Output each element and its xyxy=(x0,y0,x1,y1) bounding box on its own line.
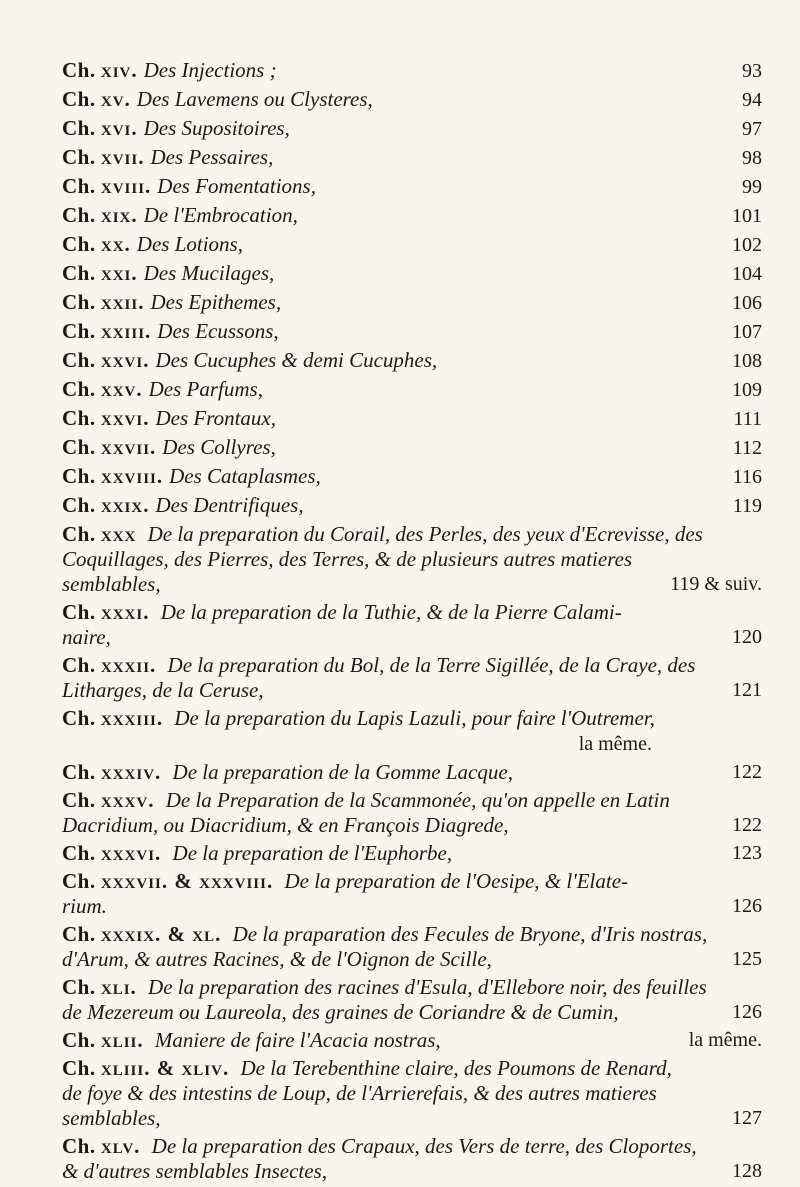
chapter-label: Ch. xxvi. xyxy=(62,406,150,430)
toc-entry xyxy=(62,319,762,345)
chapter-label: Ch. xxxv. xyxy=(62,788,155,812)
chapter-title-last-line: d'Arum, & autres Racines, & de l'Oignon de Scille, xyxy=(62,947,492,971)
toc-entry xyxy=(62,290,762,316)
chapter-title-line: De la preparation de l'Oesipe, & l'Elate- xyxy=(284,869,629,893)
chapter-title-line: De la preparation du Corail, des Perles, des yeux d'Ecrevisse, des xyxy=(147,522,703,546)
chapter-title: De l'Embrocation, xyxy=(143,203,298,227)
chapter-label: Ch. xviii. xyxy=(62,174,152,198)
chapter-title-line: De la preparation du Lapis Lazuli, pour faire l'Outremer, xyxy=(174,706,655,730)
chapter-label: Ch. xxvii. xyxy=(62,435,157,459)
chapter-title-last-line: Litharges, de la Ceruse, xyxy=(62,678,264,702)
page-number: 126 xyxy=(732,1001,762,1023)
toc-entry xyxy=(62,435,762,461)
toc-entry-multiline xyxy=(62,1134,762,1184)
chapter-title: Des Fomentations, xyxy=(157,174,316,198)
chapter-title-line: De la Terebenthine claire, des Poumons de Renard, xyxy=(240,1056,672,1080)
chapter-title-last-line: semblables, xyxy=(62,572,161,596)
toc-entry-multiline xyxy=(62,841,762,866)
page-number: 104 xyxy=(732,263,762,285)
chapter-title-last-line: De la preparation de l'Euphorbe, xyxy=(172,841,453,865)
page-number: 119 xyxy=(732,495,762,517)
chapter-label: Ch. xiv. xyxy=(62,58,138,82)
chapter-title-line: De la preparation des racines d'Esula, d'Ellebore noir, des feuilles xyxy=(148,975,707,999)
page-number: 127 xyxy=(732,1107,762,1129)
page-number: 109 xyxy=(732,379,762,401)
chapter-label: Ch. xxxiv. xyxy=(62,760,162,784)
toc-entry-multiline xyxy=(62,975,762,1025)
chapter-title-line: De la preparation de la Tuthie, & de la Pierre Calami- xyxy=(160,600,622,624)
toc-entry-multiline xyxy=(62,1028,762,1053)
page-number: 123 xyxy=(732,842,762,864)
chapter-title: Des Collyres, xyxy=(162,435,276,459)
toc-entry xyxy=(62,493,762,519)
chapter-label: Ch. xxxvi. xyxy=(62,841,162,865)
toc-entry xyxy=(62,145,762,171)
toc-entry xyxy=(62,348,762,374)
chapter-title-line: De la Preparation de la Scammonée, qu'on appelle en Latin xyxy=(165,788,670,812)
chapter-title-last-line: semblables, xyxy=(62,1106,161,1130)
page-number: 111 xyxy=(733,408,762,430)
chapter-title-last-line: De la preparation de la Gomme Lacque, xyxy=(172,760,513,784)
chapter-title-line: Coquillages, des Pierres, des Terres, & de plusieurs autres matieres xyxy=(62,547,633,571)
toc-entry xyxy=(62,377,762,403)
chapter-label: Ch. xxv. xyxy=(62,377,143,401)
chapter-title: Des Lotions, xyxy=(136,232,243,256)
chapter-title-line: De la preparation du Bol, de la Terre Sigillée, de la Craye, des xyxy=(167,653,696,677)
chapter-title: Des Lavemens ou Clysteres, xyxy=(136,87,373,111)
chapter-title: Des Supositoires, xyxy=(143,116,290,140)
chapter-title: Des Cataplasmes, xyxy=(169,464,321,488)
toc-entry-multiline xyxy=(62,788,762,838)
toc-entry-multiline xyxy=(62,600,762,650)
page-number: 126 xyxy=(732,895,762,917)
chapter-label: Ch. xxxix. & xl. xyxy=(62,922,222,946)
chapter-title-line: de foye & des intestins de Loup, de l'Arrierefais, & des autres matieres xyxy=(62,1081,657,1105)
chapter-title-line: De la praparation des Fecules de Bryone, d'Iris nostras, xyxy=(232,922,708,946)
page-number: 94 xyxy=(742,89,762,111)
page-number: 119 & suiv. xyxy=(670,573,762,595)
chapter-label: Ch. xxxvii. & xxxviii. xyxy=(62,869,274,893)
page-number: 122 xyxy=(732,814,762,836)
chapter-title-last-line: Dacridium, ou Diacridium, & en François Diagrede, xyxy=(62,813,509,837)
chapter-title-line: De la preparation des Crapaux, des Vers de terre, des Cloportes, xyxy=(151,1134,697,1158)
page-number: la même. xyxy=(578,733,652,755)
toc-entry xyxy=(62,261,762,287)
toc-entry xyxy=(62,464,762,490)
chapter-title: Des Pessaires, xyxy=(150,145,274,169)
toc-entry xyxy=(62,87,762,113)
chapter-label: Ch. xliii. & xliv. xyxy=(62,1056,230,1080)
toc-entry xyxy=(62,232,762,258)
toc-entry-multiline xyxy=(62,760,762,785)
chapter-label: Ch. xxi. xyxy=(62,261,138,285)
toc-entry xyxy=(62,174,762,200)
chapter-label: Ch. xlv. xyxy=(62,1134,141,1158)
page-number: 107 xyxy=(732,321,762,343)
page-number: 128 xyxy=(732,1160,762,1182)
page-number: 125 xyxy=(732,948,762,970)
chapter-label: Ch. xxiii. xyxy=(62,319,152,343)
chapter-label: Ch. xxxi. xyxy=(62,600,150,624)
toc-entry-multiline xyxy=(62,522,762,597)
toc-entry-multiline xyxy=(62,706,762,757)
page-number: 122 xyxy=(732,761,762,783)
chapter-label: Ch. xv. xyxy=(62,87,131,111)
chapter-title: Des Frontaux, xyxy=(155,406,276,430)
chapter-title: Des Mucilages, xyxy=(143,261,275,285)
chapter-title: Des Injections ; xyxy=(143,58,277,82)
chapter-title: Des Cucuphes & demi Cucuphes, xyxy=(155,348,438,372)
chapter-title-last-line: naire, xyxy=(62,625,111,649)
chapter-title-last-line: Maniere de faire l'Acacia nostras, xyxy=(154,1028,441,1052)
toc-entry-multiline xyxy=(62,869,762,919)
chapter-title: Des Epithemes, xyxy=(150,290,282,314)
toc-entry-multiline xyxy=(62,922,762,972)
table-of-contents xyxy=(62,58,762,1187)
toc-entry xyxy=(62,406,762,432)
toc-entry xyxy=(62,116,762,142)
chapter-title-last-line: de Mezereum ou Laureola, des graines de Coriandre & de Cumin, xyxy=(62,1000,619,1024)
page-number: 121 xyxy=(732,679,762,701)
chapter-label: Ch. xxxiii. xyxy=(62,706,164,730)
toc-entry-multiline xyxy=(62,653,762,703)
chapter-label: Ch. xli. xyxy=(62,975,137,999)
page-number: 98 xyxy=(742,147,762,169)
page-number: 99 xyxy=(742,176,762,198)
chapter-label: Ch. xlii. xyxy=(62,1028,144,1052)
chapter-label: Ch. xix. xyxy=(62,203,138,227)
chapter-label: Ch. xvii. xyxy=(62,145,145,169)
chapter-title: Des Dentrifiques, xyxy=(155,493,304,517)
chapter-title: Des Parfums, xyxy=(148,377,263,401)
chapter-label: Ch. xvi. xyxy=(62,116,138,140)
chapter-label: Ch. xx. xyxy=(62,232,131,256)
page-number: 93 xyxy=(742,60,762,82)
chapter-title-last-line: & d'autres semblables Insectes, xyxy=(62,1159,328,1183)
toc-entry-multiline xyxy=(62,1056,762,1131)
chapter-label: Ch. xxii. xyxy=(62,290,145,314)
chapter-label: Ch. xxxii. xyxy=(62,653,157,677)
chapter-label: Ch. xxviii. xyxy=(62,464,164,488)
chapter-label: Ch. xxix. xyxy=(62,493,150,517)
chapter-label: Ch. xxx xyxy=(62,522,137,546)
page-number: 101 xyxy=(732,205,762,227)
toc-entry xyxy=(62,58,762,84)
page-number: 120 xyxy=(732,626,762,648)
page-number: 102 xyxy=(732,234,762,256)
chapter-title-last-line: rium. xyxy=(62,894,107,918)
page-number: 108 xyxy=(732,350,762,372)
chapter-label: Ch. xxvi. xyxy=(62,348,150,372)
page-number: 112 xyxy=(732,437,762,459)
chapter-title: Des Ecussons, xyxy=(157,319,279,343)
page-number: 97 xyxy=(742,118,762,140)
page-number: la même. xyxy=(688,1029,762,1051)
page-number: 106 xyxy=(732,292,762,314)
toc-entry xyxy=(62,203,762,229)
page-number: 116 xyxy=(732,466,762,488)
